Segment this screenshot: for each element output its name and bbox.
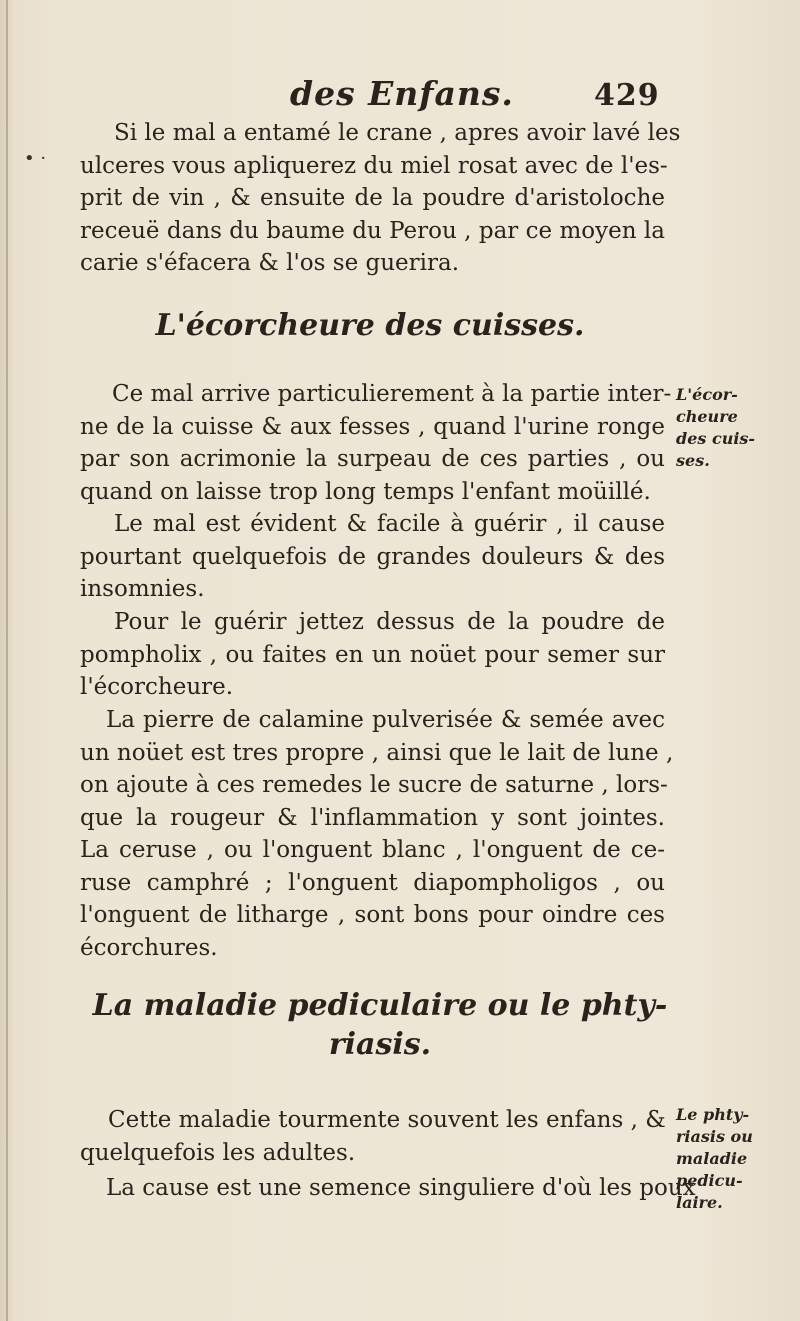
page-number: 429 <box>594 78 660 113</box>
section-heading-pediculaire <box>0 988 760 1062</box>
paragraph-ecorcheure-cause <box>80 378 672 508</box>
heading-line: La maladie pediculaire ou le phty- <box>92 988 668 1023</box>
text-line: un noüet est tres propre , ainsi que le lait de lune , <box>80 739 674 766</box>
text-line: La cause est une semence singuliere d'où les poux <box>106 1175 696 1201</box>
section-heading-ecorcheure: L'écorcheure des cuisses. <box>155 308 585 343</box>
text-line: prit de vin , & ensuite de la poudre d'aristoloche <box>80 185 665 211</box>
paragraph-calamine <box>80 704 674 964</box>
paragraph-pediculaire-cause <box>80 1172 696 1205</box>
paragraph-crane <box>80 117 681 280</box>
text-line: on ajoute à ces remedes le sucre de saturne , lors- <box>80 772 668 798</box>
text-line: carie s'éfacera & l'os se guerira. <box>80 250 460 276</box>
margin-note-line: pedicu- <box>676 1171 743 1190</box>
margin-note-line: maladie <box>676 1149 748 1168</box>
paragraph-ecorcheure-remede <box>80 606 665 704</box>
text-line: quelquefois les adultes. <box>80 1139 356 1166</box>
text-line: insomnies. <box>80 576 205 602</box>
page-gutter <box>6 0 8 1321</box>
text-line: l'onguent de litharge , sont bons pour oindre ces <box>80 902 665 928</box>
margin-note-line: ses. <box>676 451 710 470</box>
text-line: écorchures. <box>80 934 218 961</box>
text-line: receuë dans du baume du Perou , par ce moyen la <box>80 217 665 244</box>
text-line: ulceres vous apliquerez du miel rosat avec de l'es- <box>80 152 668 179</box>
text-line: par son acrimonie la surpeau de ces parties , ou <box>80 446 665 472</box>
text-line: pourtant quelquefois de grandes douleurs & des <box>80 543 665 570</box>
margin-note-line: laire. <box>676 1193 723 1212</box>
text-line: Le mal est évident & facile à guérir , il cause <box>114 511 665 537</box>
text-line: La pierre de calamine pulverisée & semée avec <box>106 707 665 733</box>
running-head-title: des Enfans. <box>290 74 514 113</box>
margin-note-ecorcheure <box>676 384 786 472</box>
text-line: Pour le guérir jettez dessus de la poudre de <box>114 609 665 635</box>
margin-note-line: des cuis- <box>676 429 756 448</box>
margin-dots-mark: • · <box>24 148 47 169</box>
paragraph-pediculaire <box>80 1104 665 1169</box>
text-line: Cette maladie tourmente souvent les enfans , & <box>108 1107 666 1133</box>
text-line: ruse camphré ; l'onguent diapompholigos , ou <box>80 869 665 896</box>
margin-note-line: L'écor- <box>676 385 738 404</box>
text-line: Ce mal arrive particulierement à la partie inter- <box>112 381 672 407</box>
text-line: quand on laisse trop long temps l'enfant moüillé. <box>80 478 651 505</box>
margin-note-line: Le phty- <box>676 1105 750 1124</box>
text-line: ne de la cuisse & aux fesses , quand l'urine ronge <box>80 413 665 440</box>
paragraph-ecorcheure-evident <box>80 508 665 606</box>
text-line: l'écorcheure. <box>80 674 234 700</box>
text-line: pompholix , ou faites en un noüet pour semer sur <box>80 641 665 668</box>
heading-line: riasis. <box>328 1027 432 1062</box>
running-head <box>0 74 800 118</box>
margin-note-line: cheure <box>676 407 738 426</box>
text-line: La ceruse , ou l'onguent blanc , l'onguent de ce- <box>80 837 665 863</box>
margin-note-line: riasis ou <box>676 1127 753 1146</box>
text-line: Si le mal a entamé le crane , apres avoir lavé les <box>114 120 681 146</box>
text-line: que la rougeur & l'inflammation y sont jointes. <box>80 804 665 831</box>
